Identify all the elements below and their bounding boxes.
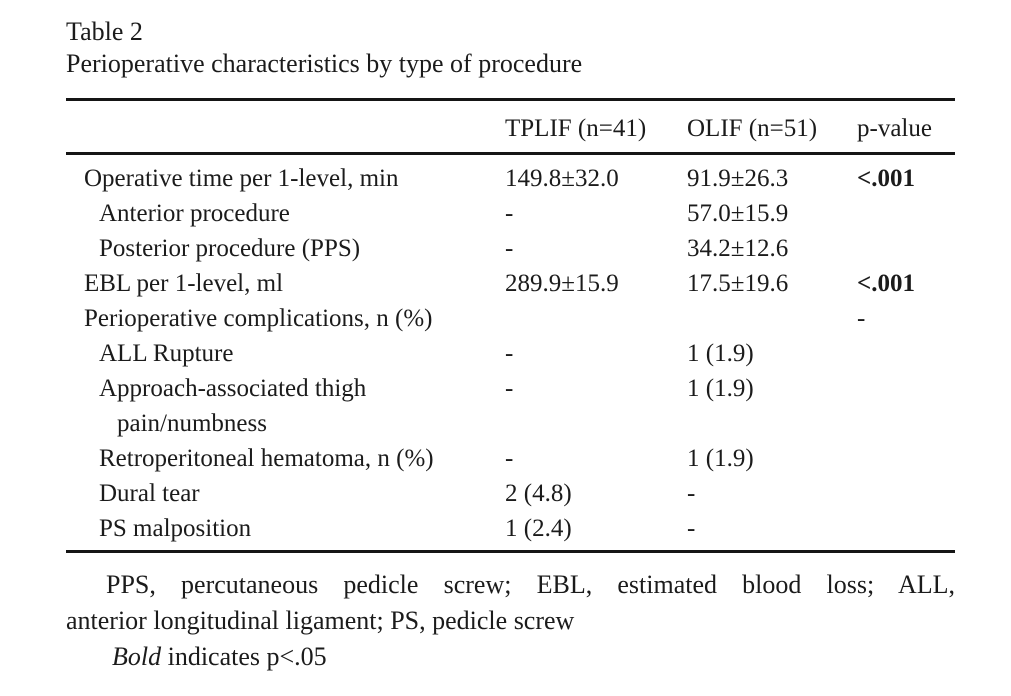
row-label: Dural tear <box>99 480 200 507</box>
row-label: Retroperitoneal hematoma, n (%) <box>99 445 434 472</box>
p-value: - <box>857 305 866 332</box>
data-table <box>66 98 955 553</box>
olif-value: 34.2±12.6 <box>687 235 789 262</box>
footnote-bold-note <box>66 639 955 675</box>
row-label: Anterior procedure <box>99 200 290 227</box>
row-label: EBL per 1-level, ml <box>84 270 284 297</box>
olif-value: - <box>687 480 696 507</box>
table-row <box>66 511 955 546</box>
p-value: <.001 <box>857 165 915 192</box>
table-row <box>66 196 955 231</box>
table-header-row <box>66 101 955 152</box>
table-body <box>66 155 955 550</box>
olif-value: 1 (1.9) <box>687 375 754 402</box>
table-row <box>66 301 955 336</box>
tplif-value: 1 (2.4) <box>505 515 572 542</box>
bold-term: Bold <box>112 642 162 671</box>
table-row <box>66 371 955 441</box>
p-value: <.001 <box>857 270 915 297</box>
tplif-value: 149.8±32.0 <box>505 165 619 192</box>
footnote-abbreviations-line2: anterior longitudinal ligament; PS, pedicle screw <box>66 606 575 635</box>
table-row <box>66 161 955 196</box>
header-olif: OLIF (n=51) <box>687 115 818 142</box>
row-label-line1: Approach-associated thigh <box>99 375 367 402</box>
row-label-line2: pain/numbness <box>117 410 267 437</box>
header-tplif: TPLIF (n=41) <box>505 115 647 142</box>
tplif-value: - <box>505 340 514 367</box>
row-label: Operative time per 1-level, min <box>84 165 399 192</box>
table-row <box>66 336 955 371</box>
row-label <box>66 371 505 441</box>
tplif-value: - <box>505 445 514 472</box>
table-row <box>66 441 955 476</box>
header-pvalue: p-value <box>857 115 932 142</box>
olif-value: 57.0±15.9 <box>687 200 789 227</box>
table-row <box>66 266 955 301</box>
row-label: Posterior procedure (PPS) <box>99 235 361 262</box>
footnote-abbreviations-line1: PPS, percutaneous pedicle screw; EBL, estimated blood loss; ALL, <box>106 570 955 599</box>
table-bottom-rule <box>66 550 955 553</box>
table-row <box>66 476 955 511</box>
table-footnote <box>66 567 955 675</box>
tplif-value: - <box>505 200 514 227</box>
olif-value: 1 (1.9) <box>687 340 754 367</box>
tplif-value: - <box>505 235 514 262</box>
olif-value: - <box>687 515 696 542</box>
table-caption-block <box>66 16 955 80</box>
tplif-value: 289.9±15.9 <box>505 270 619 297</box>
olif-value: 91.9±26.3 <box>687 165 789 192</box>
table-row <box>66 231 955 266</box>
row-label: PS malposition <box>99 515 252 542</box>
row-label: Perioperative complications, n (%) <box>84 305 433 332</box>
row-label: ALL Rupture <box>99 340 234 367</box>
tplif-value: - <box>505 375 514 402</box>
olif-value: 17.5±19.6 <box>687 270 789 297</box>
olif-value: 1 (1.9) <box>687 445 754 472</box>
tplif-value: 2 (4.8) <box>505 480 572 507</box>
table-number: Table 2 <box>66 17 143 46</box>
table-title: Perioperative characteristics by type of procedure <box>66 49 583 78</box>
bold-note-rest: indicates p<.05 <box>161 642 327 671</box>
